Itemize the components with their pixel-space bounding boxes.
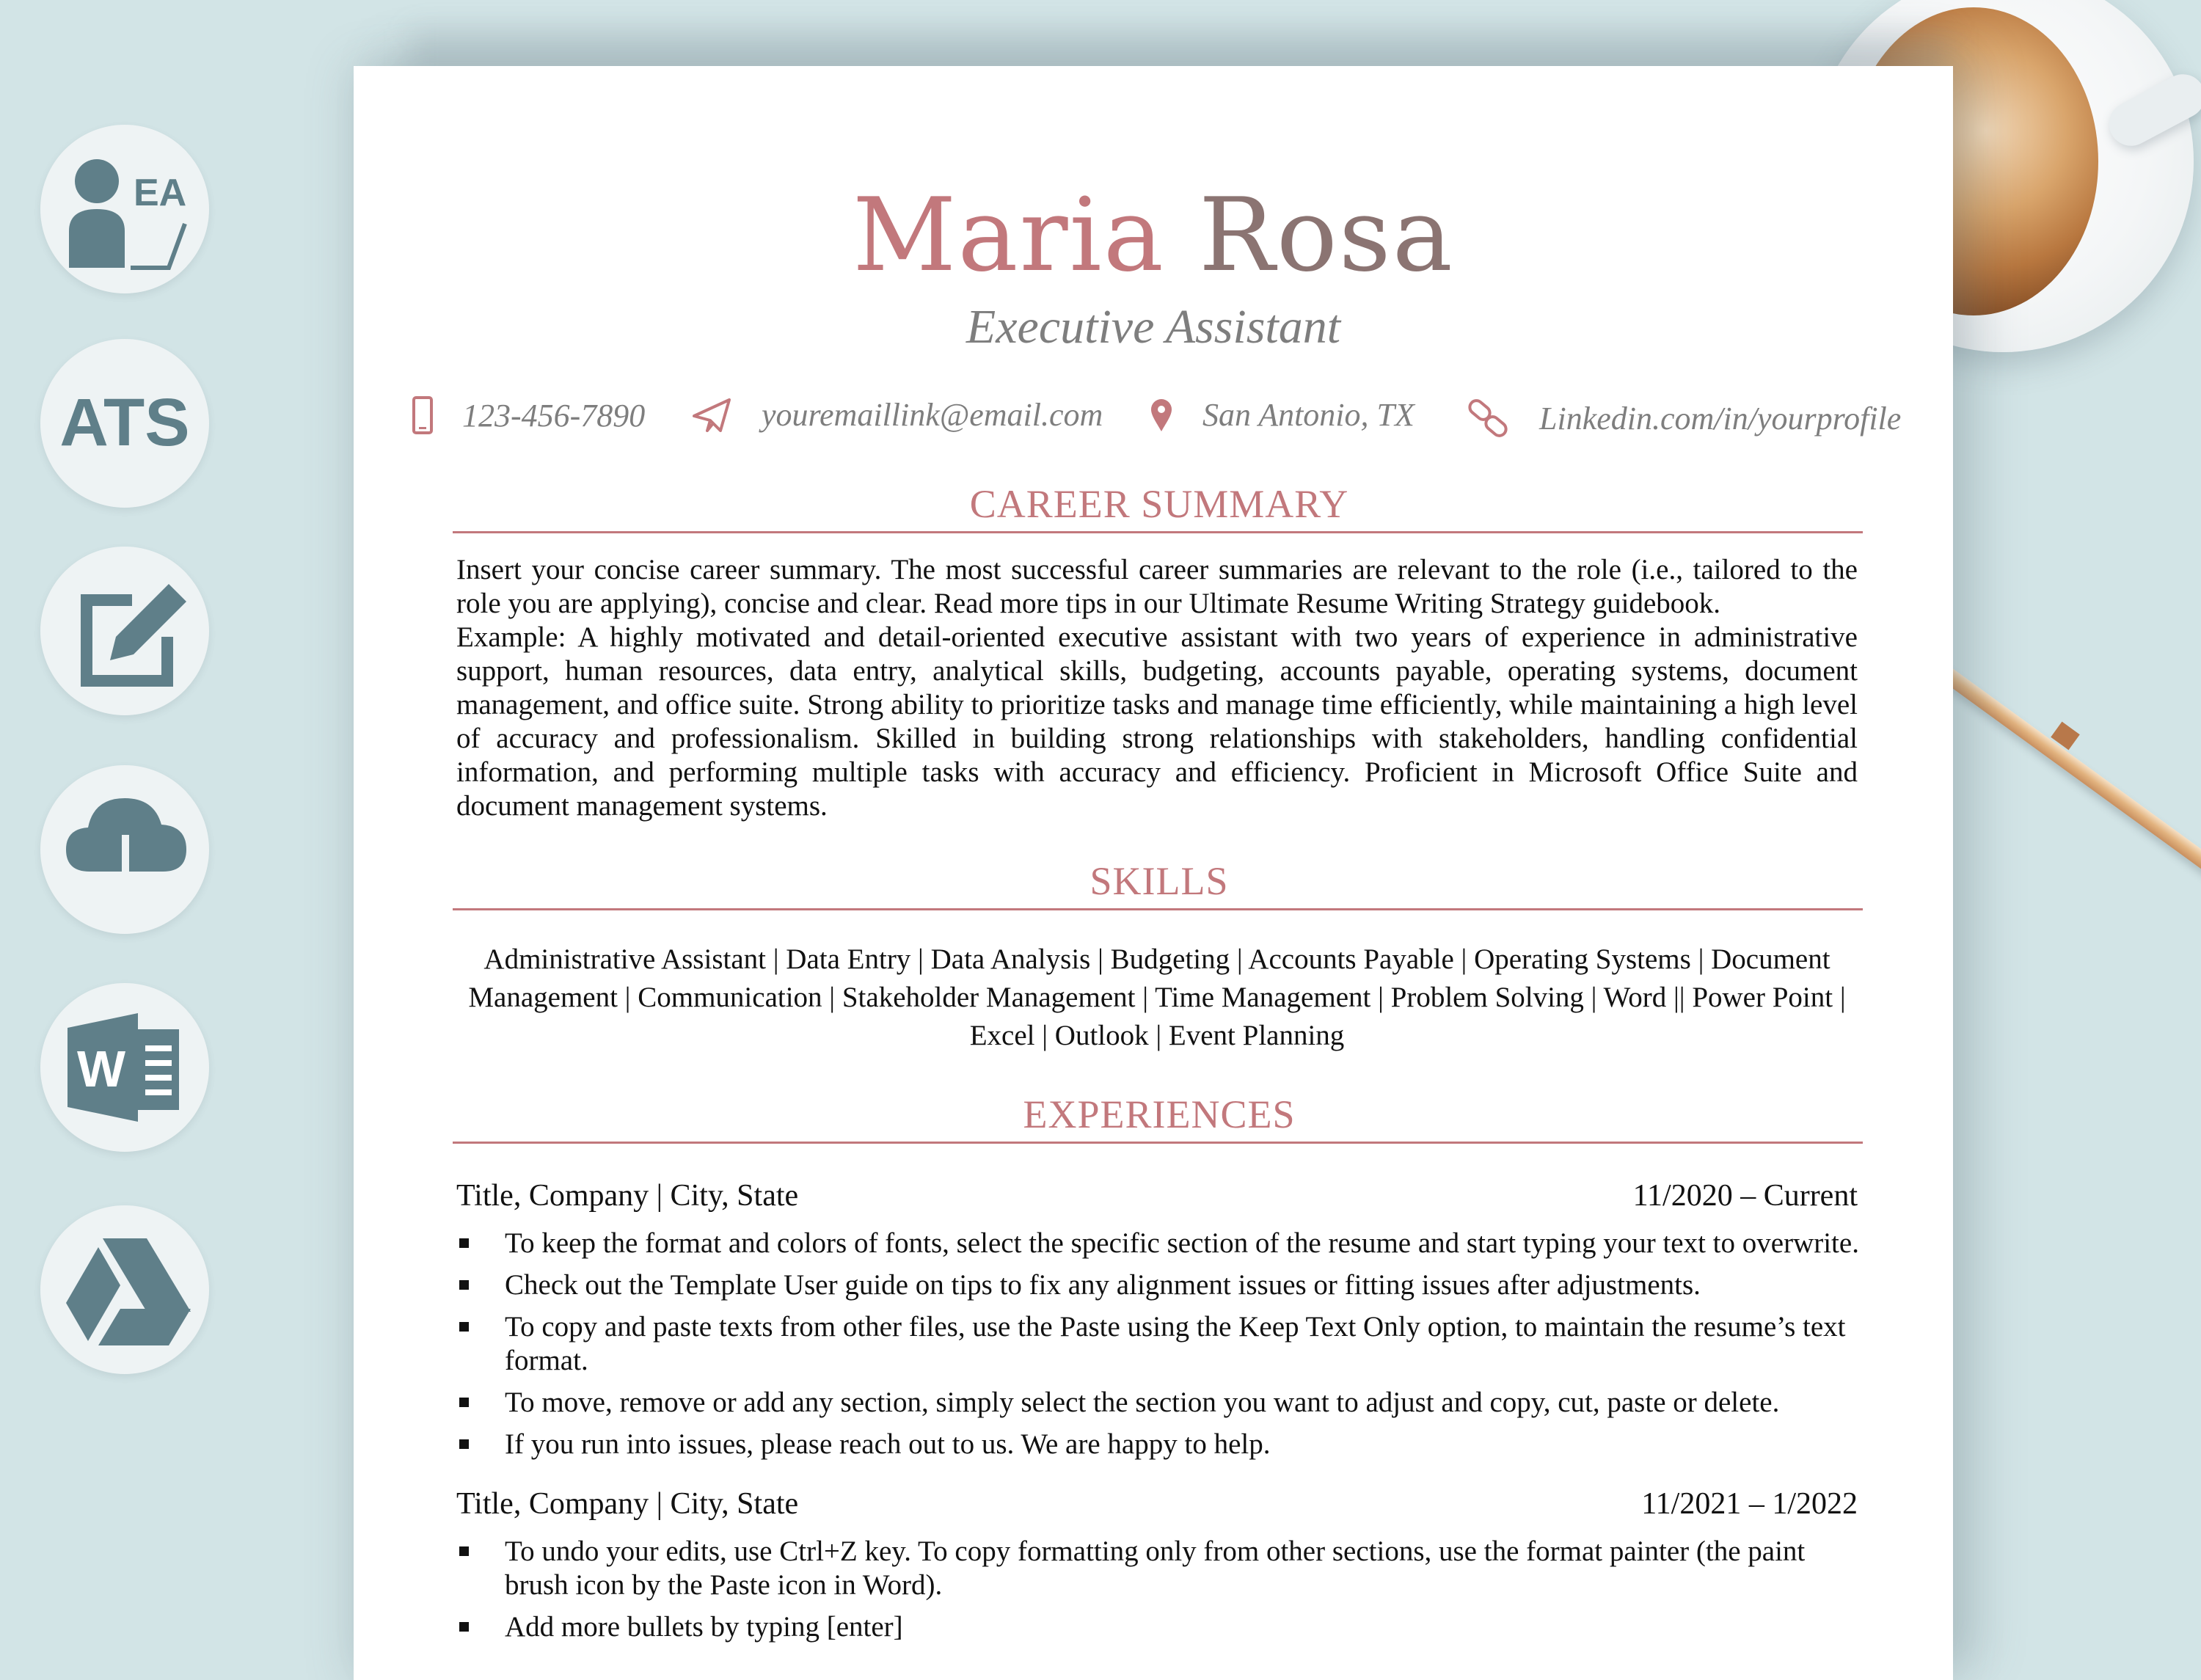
skills-heading: SKILLS [1089, 859, 1229, 903]
edit-icon [40, 547, 209, 715]
executive-assistant-badge-icon [40, 125, 209, 293]
location-text: San Antonio, TX [1202, 397, 1415, 433]
phone-text: 123-456-7890 [462, 397, 646, 434]
google-drive-icon [40, 1205, 209, 1374]
job-1-bullet-3: To copy and paste texts from other files, use the Paste using the Keep Text Only option, to maintain the resume’s text format. [456, 1310, 1865, 1378]
first-name: Maria [853, 176, 1165, 294]
ats-badge-text: ATS [59, 385, 190, 460]
job-2-heading: Title, Company | City, State [456, 1487, 799, 1521]
career-summary-heading: CAREER SUMMARY [969, 482, 1349, 526]
job-2-bullet-2: Add more bullets by typing [enter] [456, 1610, 1865, 1644]
last-name: Rosa [1198, 176, 1454, 294]
career-summary-text [456, 553, 1858, 823]
paper-plane-icon [691, 397, 732, 434]
resume-page [354, 66, 1953, 1680]
ea-badge-text: EA [134, 172, 187, 214]
resume-name [354, 176, 1953, 294]
contact-email [691, 396, 1103, 434]
contact-location [1150, 396, 1415, 434]
career-summary-rule [453, 531, 1863, 533]
job-2-bullets [456, 1535, 1865, 1652]
job-1-header [456, 1178, 1858, 1213]
experience-heading: EXPERIENCES [1023, 1092, 1296, 1136]
word-icon [40, 983, 209, 1152]
skills-rule [453, 908, 1863, 910]
job-1-bullet-4: To move, remove or add any section, simply select the section you want to adjust and copy, cut, paste or delete. [456, 1386, 1865, 1420]
location-pin-icon [1150, 398, 1173, 433]
job-1-heading: Title, Company | City, State [456, 1179, 799, 1213]
cloud-download-icon [40, 765, 209, 934]
contact-bar [354, 396, 1953, 462]
contact-phone [412, 396, 645, 434]
job-1-bullets [456, 1227, 1865, 1469]
contact-linkedin [1466, 396, 1901, 440]
summary-paragraph-1: Insert your concise career summary. The most successful career summaries are relevant to the role (i.e., tailored to the role you are applying), concise and clear. Read more tips in our Ultimate Resume Writing Strategy guidebook. [456, 554, 1858, 619]
experience-rule [453, 1142, 1863, 1144]
job-title: Executive Assistant [966, 300, 1341, 354]
phone-icon [412, 396, 433, 434]
job-2-bullet-1: To undo your edits, use Ctrl+Z key. To copy formatting only from other sections, use the format painter (the paint brush icon by the Paste icon in Word). [456, 1535, 1865, 1602]
job-1-bullet-2: Check out the Template User guide on tips to fix any alignment issues or fitting issues after adjustments. [456, 1268, 1865, 1302]
job-1-bullet-1: To keep the format and colors of fonts, select the specific section of the resume and start typing your text to overwrite. [456, 1227, 1865, 1260]
linkedin-text: Linkedin.com/in/yourprofile [1539, 400, 1902, 437]
job-2-dates: 11/2021 – 1/2022 [1641, 1487, 1858, 1521]
email-text: youremaillink@email.com [762, 397, 1103, 433]
skills-list: Administrative Assistant | Data Entry | Data Analysis | Budgeting | Accounts Payable | Operating Systems | Document Management | Communication | Stakeholder Management | Time Management | Problem Solving | Word || Power Point | Excel | Outlook | Event Planning [468, 943, 1846, 1051]
word-badge-text: W [76, 1040, 126, 1098]
link-icon [1466, 396, 1510, 440]
ats-badge-icon [40, 339, 209, 508]
job-1-bullet-5: If you run into issues, please reach out to us. We are happy to help. [456, 1428, 1865, 1461]
summary-paragraph-2: Example: A highly motivated and detail-oriented executive assistant with two years of experience in administrative support, human resources, data entry, analytical skills, budgeting, accounts payable, operating systems, document management, and office suite. Strong ability to prioritize tasks and manage time efficiently, while maintaining a high level of accuracy and professionalism. Skilled in building strong relationships with stakeholders, handling confidential information, and performing multiple tasks with accuracy and efficiency. Proficient in Microsoft Office Suite and document management systems. [456, 621, 1858, 822]
job-2-header [456, 1486, 1858, 1522]
job-1-dates: 11/2020 – Current [1632, 1179, 1858, 1213]
